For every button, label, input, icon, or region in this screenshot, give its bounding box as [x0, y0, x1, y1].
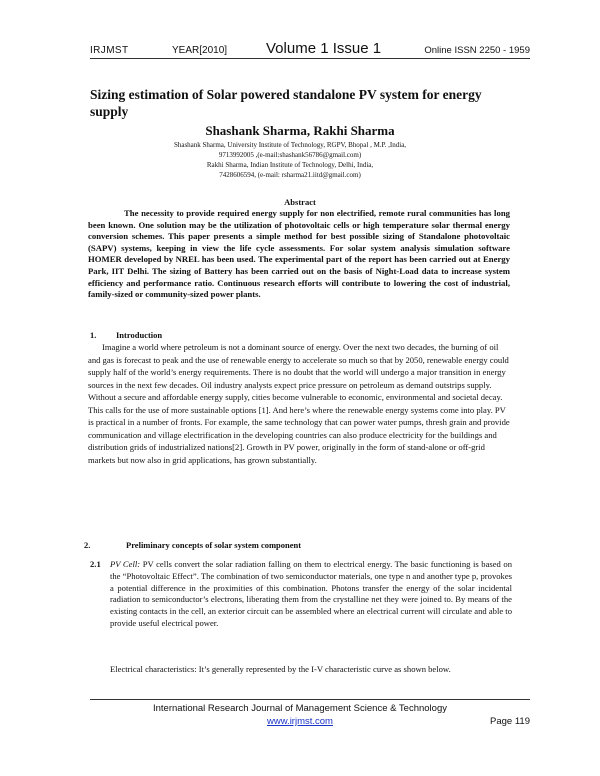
affiliation-line: Rakhi Sharma, Indian Institute of Technology, Delhi, India,: [206, 161, 374, 169]
paper-title: Sizing estimation of Solar powered standalone PV system for energy supply: [90, 87, 482, 119]
subsection-text: PV cells convert the solar radiation falling on them to electrical energy. The basic functioning is based on the “Photovoltaic Effect”. The combination of two semiconductor materials, one type n and another type p, provokes a potential difference in the proximities of this combination. Photons transfer the energy of the solar incidental radiation to semiconductor’s electrons, liberating them from the crystalline net they were joined to. By means of the existing contacts in the cell, an exterior circuit can be assembled where an electrical current will circulate and able to provide useful electrical power.: [110, 559, 513, 628]
affiliation-line: Shashank Sharma, University Institute of Technology, RGPV, Bhopal , M.P. ,India,: [173, 141, 407, 149]
header-issn: Online ISSN 2250 - 1959: [424, 45, 530, 56]
subsection-number: 2.1: [90, 559, 101, 569]
header-journal: IRJMST: [90, 45, 129, 56]
section-heading: [84, 540, 301, 550]
header-year: YEAR[2010]: [172, 45, 228, 56]
affiliation-line: 7428606594, (e-mail: rsharma21.iitd@gmail.com): [219, 171, 361, 179]
subsection-label: PV Cell:: [110, 559, 141, 569]
section-heading: [90, 330, 162, 340]
footer-divider: [90, 699, 530, 700]
abstract-text: The necessity to provide required energy supply for non electrified, remote rural communities has long been known. One solution may be the utilization of photovoltaic cells or high temperature solar thermal energy conversion schemes. This paper presents a simple method for best possible sizing of Standalone photovoltaic (SAPV) systems, keeping in view the life cycle assessments. For solar system analysis simulation software HOMER developed by NREL has been used. The experimental part of the report has been carried out at Energy Park, IIT Delhi. The sizing of Battery has been carried out on the basis of Night-Load data to increase system efficiency and performance ratio. Continuous research efforts will contribute to lowering the cost of industrial, family-sized or community-sized power plants.: [88, 208, 510, 300]
page-number: Page 119: [490, 716, 530, 727]
affiliation-line: 9713992005 ,(e-mail:shashank56786@gmail.com): [218, 151, 362, 159]
header-volume: Volume 1 Issue 1: [266, 40, 382, 57]
introduction-text: Imagine a world where petroleum is not a dominant source of energy. Over the next two decades, the burning of oil and gas is forecast to peak and the use of renewable energy to accelerate so much so that by 2050, renewable energy could supply half of the world’s energy requirements. There is no doubt that the world will undergo a major transition in energy sources in the next few decades. Oil industry analysts expect price pressure on petroleum as demand outstrips supply. Without a secure and affordable energy supply, cities become vulnerable to economic, environmental and societal decay. This calls for the use of more sustainable options [1]. And here’s where the renewable energy systems come into play. PV is practical in a number of fronts. For example, the same technology that can power water pumps, thresh grain and provide communication and village electrification in the developing countries can also produce electricity for the buildings and distribution grids of industrialized nations[2]. Growth in PV power, originally in the form of stand-alone or off-grid markets but now also in grid applications, has grown substantially.: [88, 342, 510, 465]
section-number: 1.: [90, 330, 97, 340]
footer-journal: International Research Journal of Management Science & Technology: [153, 703, 447, 714]
footer-url-link[interactable]: www.irjmst.com: [267, 716, 333, 727]
section-title: Preliminary concepts of solar system component: [126, 540, 302, 550]
section-title: Introduction: [116, 330, 163, 340]
paper-authors: Shashank Sharma, Rakhi Sharma: [205, 123, 395, 138]
header-divider: [90, 58, 530, 59]
abstract-heading: Abstract: [284, 197, 316, 207]
electrical-characteristics-text: Electrical characteristics: It’s generally represented by the I-V characteristic curve as shown below.: [110, 664, 451, 674]
subsection-body: [110, 559, 512, 630]
abstract-body: [88, 208, 510, 301]
running-header: [90, 36, 530, 58]
section-number: 2.: [84, 540, 91, 550]
introduction-paragraph: [88, 341, 512, 466]
